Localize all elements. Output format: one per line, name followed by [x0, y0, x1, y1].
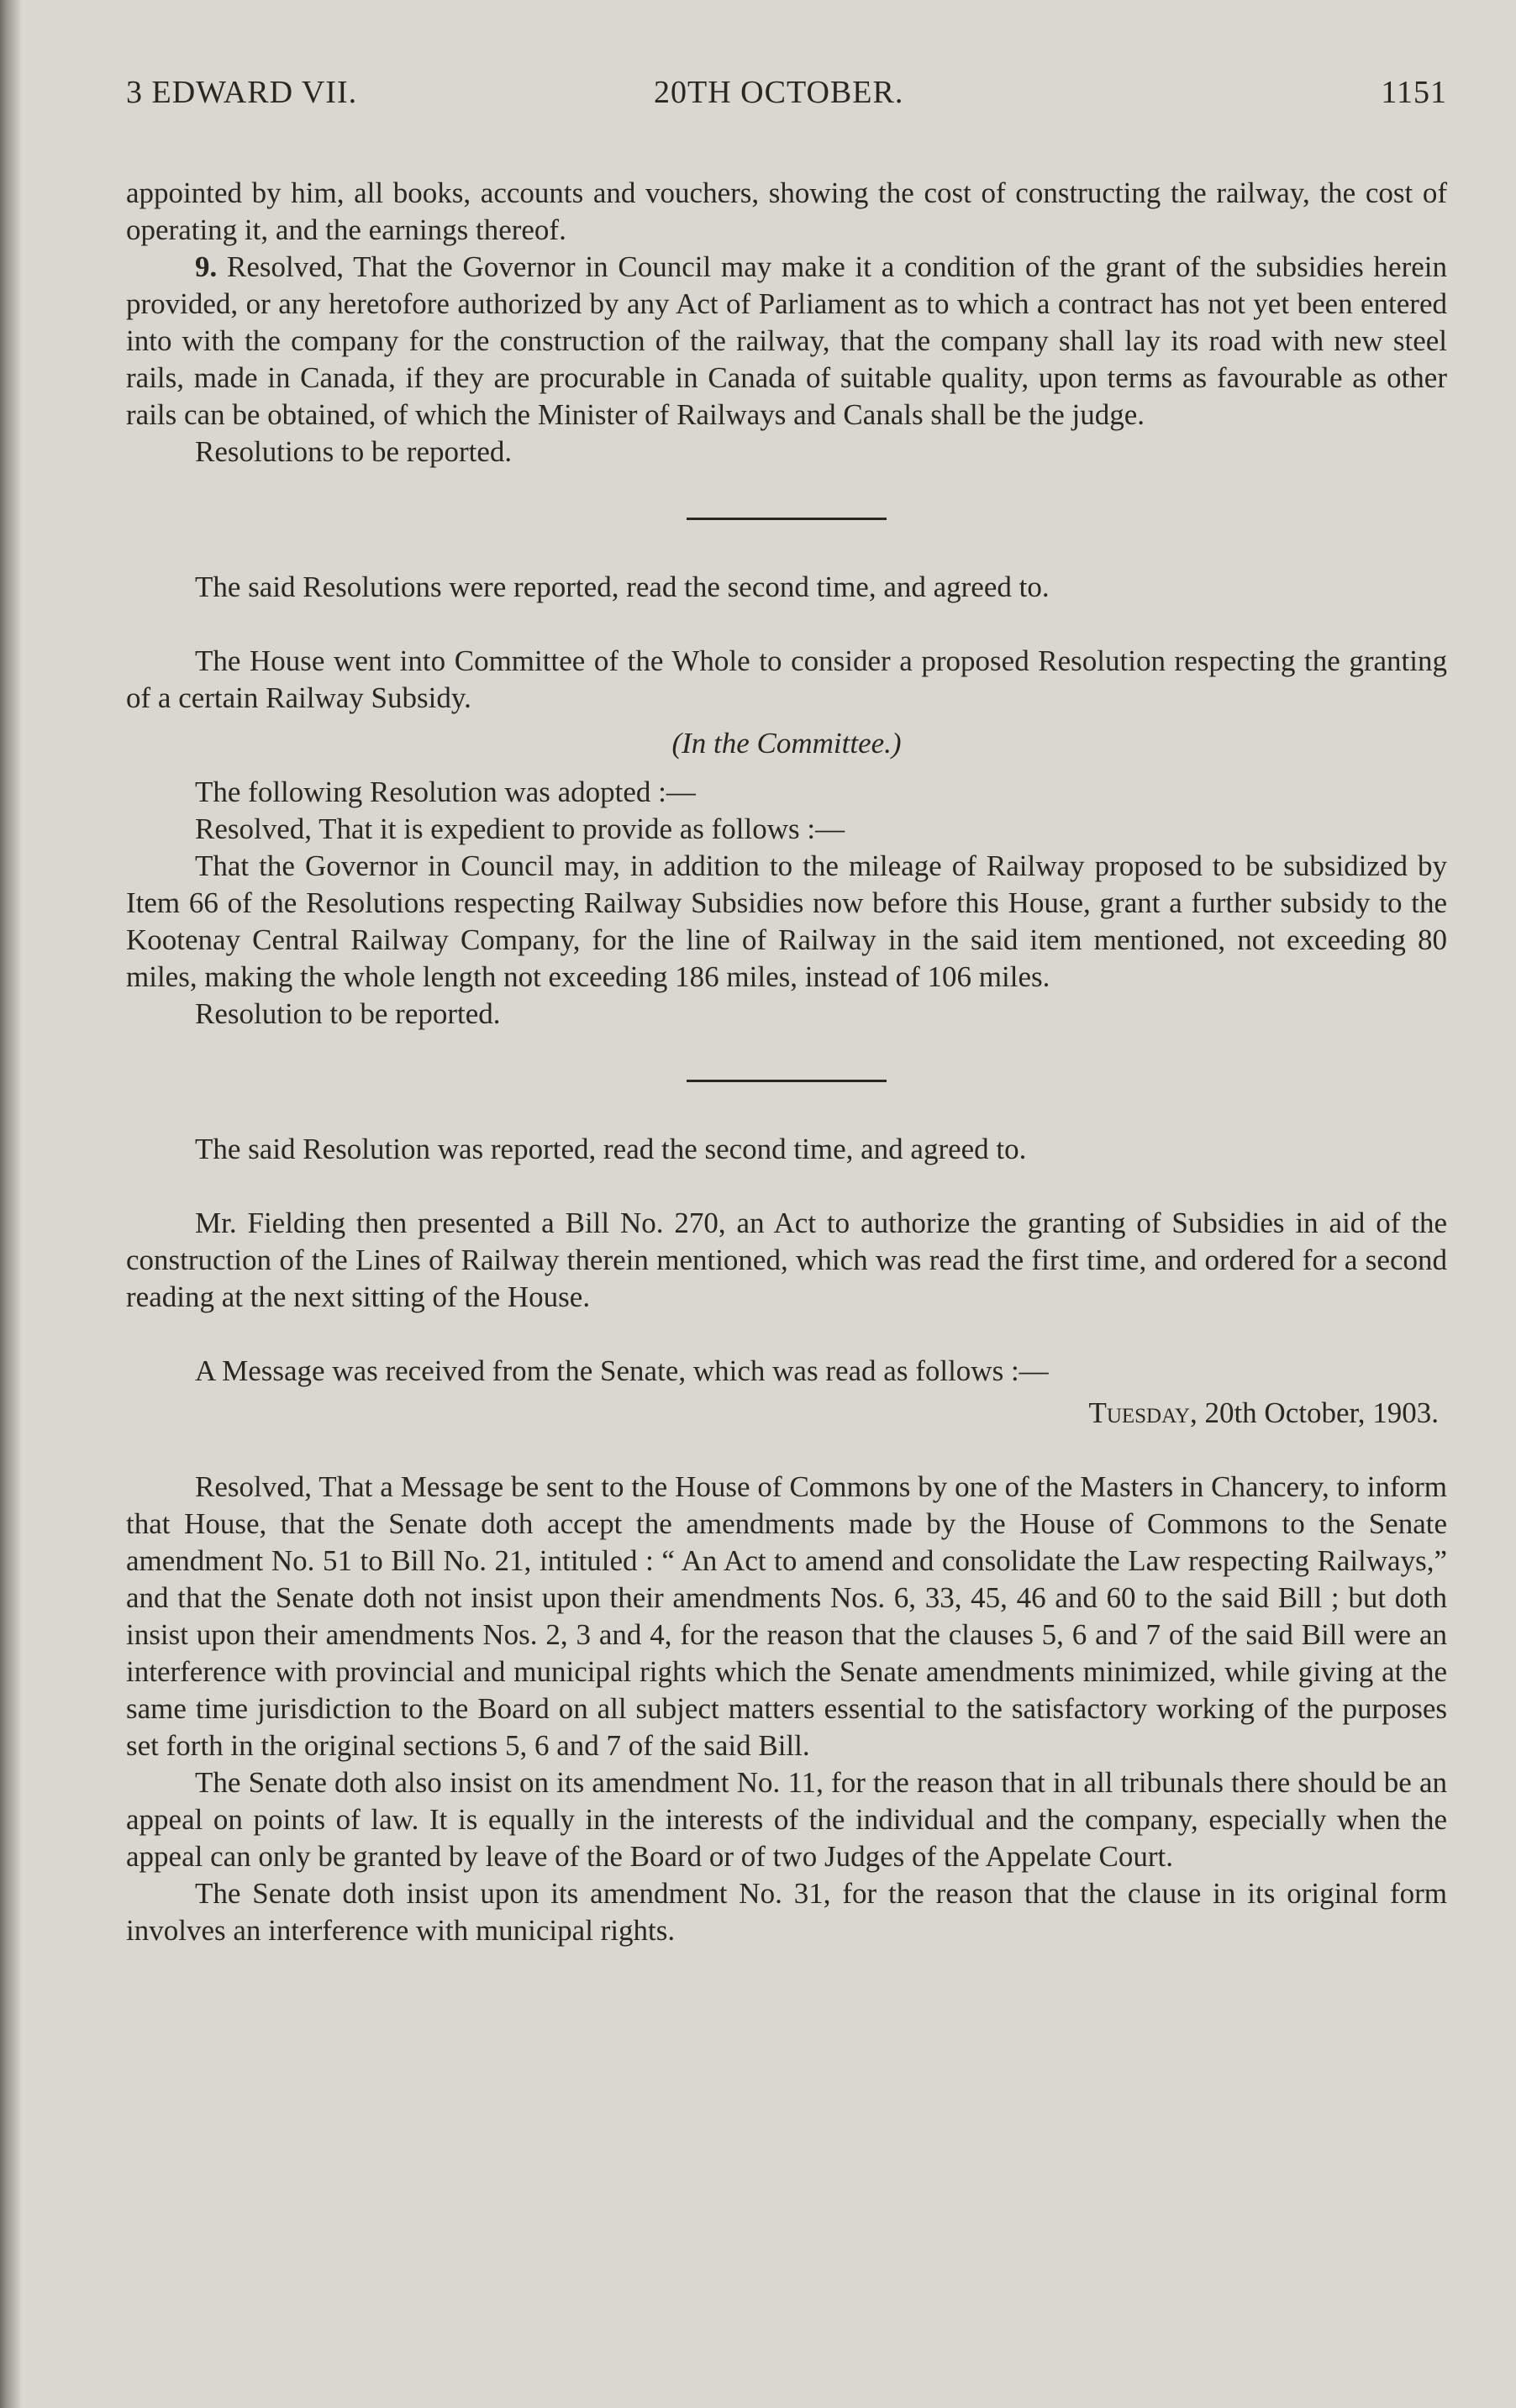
section-senate-message	[126, 1131, 1447, 1949]
paragraph-resolution-adopted: The following Resolution was adopted :—	[195, 776, 696, 808]
header-regnal-year: 3 EDWARD VII.	[126, 75, 358, 110]
committee-heading: (In the Committee.)	[671, 727, 902, 760]
book-binding-edge	[0, 0, 22, 2408]
running-head	[126, 74, 1447, 124]
message-dateline	[126, 1395, 1447, 1432]
paragraph-resolution-reported: Resolution to be reported.	[195, 997, 501, 1030]
section-divider	[687, 518, 887, 520]
paragraph-senate-resolved: Resolved, That a Message be sent to the House of Commons by one of the Masters in Chancery, to inform that House, that the Senate doth accept the amendments made by the House of Commons to the Senate amendment No. 51 to Bill No. 21, intituled : “ An Act to amend and consolidate the Law respecting Railways,” and that the Senate doth not insist upon their amendments Nos. 6, 33, 45, 46 and 60 to the said Bill ; but doth insist upon their amendments Nos. 2, 3 and 4, for the reason that the clauses 5, 6 and 7 of the said Bill were an interference with provincial and municipal rights which the Senate amendments minimized, while giving at the same time jurisdiction to the Board on all subject matters essential to the satisfactory working of the purposes set forth in the original sections 5, 6 and 7 of the said Bill.	[126, 1470, 1447, 1762]
section-divider	[687, 1080, 887, 1082]
resolution-number: 9.	[195, 250, 218, 283]
paragraph-senate-message: A Message was received from the Senate, which was read as follows :—	[195, 1354, 1049, 1387]
dateline-day: Tuesday	[1088, 1396, 1190, 1429]
paragraph-books-accounts: appointed by him, all books, accounts and vouchers, showing the cost of constructing the railway, the cost of operating it, and the earnings thereof.	[126, 176, 1447, 246]
header-date: 20TH OCTOBER.	[654, 75, 904, 110]
paragraph-reported-agreed: The said Resolutions were reported, read the second time, and agreed to.	[195, 570, 1050, 603]
paragraph-committee-of-whole: The House went into Committee of the Whole to consider a proposed Resolution respecting the granting of a certain Railway Subsidy.	[126, 644, 1447, 714]
page-number: 1151	[1381, 75, 1447, 110]
paragraph-amendment-31: The Senate doth insist upon its amendment No. 31, for the reason that the clause in its original form involves an interference with municipal rights.	[126, 1877, 1447, 1947]
paragraph-resolution-agreed: The said Resolution was reported, read the second time, and agreed to.	[195, 1133, 1027, 1165]
paragraph-bill-270: Mr. Fielding then presented a Bill No. 270, an Act to authorize the granting of Subsidies in aid of the construction of the Lines of Railway therein mentioned, which was read the first time, and ordered for a second reading at the next sitting of the House.	[126, 1207, 1447, 1313]
section-resolutions	[126, 175, 1447, 471]
resolution-9-text: Resolved, That the Governor in Council may make it a condition of the grant of the subsidies herein provided, or any heretofore authorized by any Act of Parliament as to which a contract has not yet been entered into with the company for the construction of the railway, that the company shall lay its road with new steel rails, made in Canada, if they are procurable in Canada of suitable quality, upon terms as favourable as other rails can be obtained, of which the Minister of Railways and Canals shall be the judge.	[126, 250, 1448, 431]
dateline-date: , 20th October, 1903.	[1189, 1396, 1439, 1429]
section-committee	[126, 569, 1447, 1033]
page-body	[126, 74, 1447, 1949]
paragraph-amendment-11: The Senate doth also insist on its amendment No. 11, for the reason that in all tribunals there should be an appeal on points of law. It is equally in the interests of the individual and the company, especially when the appeal can only be granted by leave of the Board or of two Judges of the Appelate Court.	[126, 1766, 1447, 1873]
paragraph-resolved-expedient: Resolved, That it is expedient to provide as follows :—	[195, 812, 845, 845]
paragraph-kootenay-subsidy: That the Governor in Council may, in addition to the mileage of Railway proposed to be subsidized by Item 66 of the Resolutions respecting Railway Subsidies now before this House, grant a further subsidy to the Kootenay Central Railway Company, for the line of Railway in the said item mentioned, not exceeding 80 miles, making the whole length not exceeding 186 miles, instead of 106 miles.	[126, 849, 1447, 993]
paragraph-resolutions-reported: Resolutions to be reported.	[195, 435, 513, 468]
paragraph-resolution-9	[126, 249, 1447, 434]
